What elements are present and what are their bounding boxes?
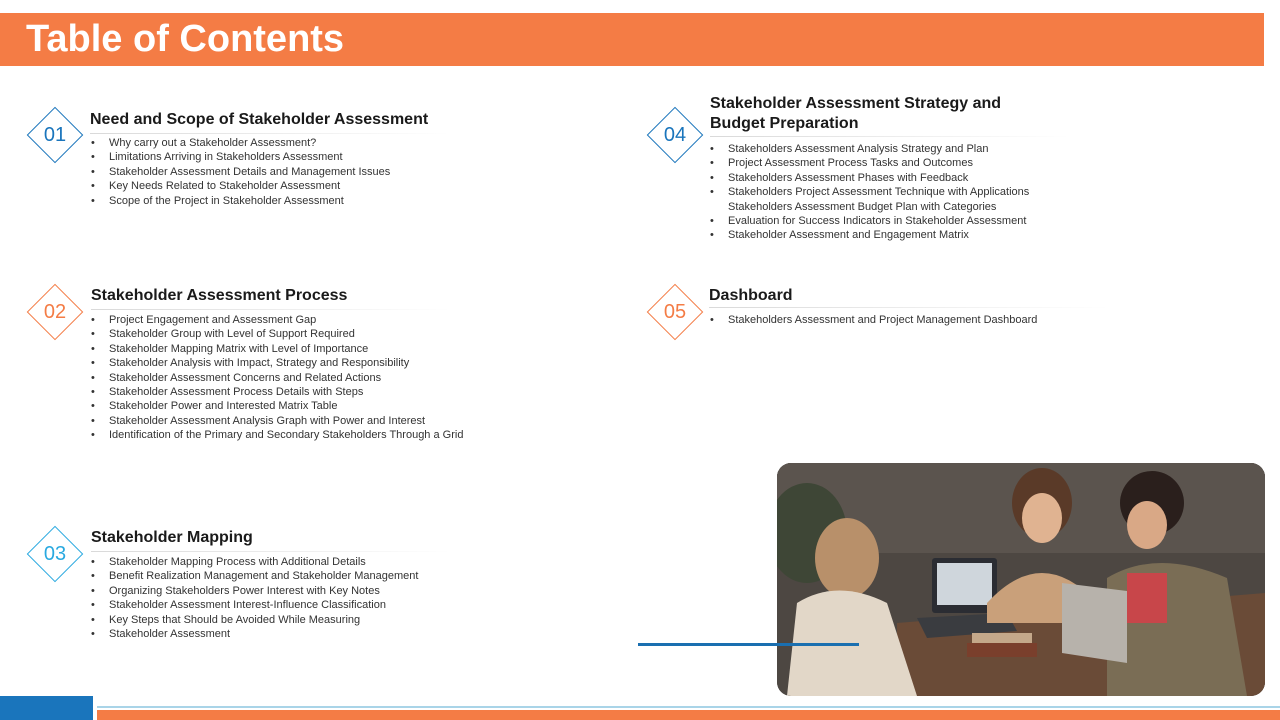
list-item — [91, 584, 418, 598]
section-04-badge — [644, 104, 706, 166]
bullet-icon: • — [91, 400, 95, 413]
bullet-icon: • — [91, 570, 95, 583]
list-item — [710, 185, 1029, 214]
bullet-icon: • — [91, 137, 95, 149]
item-text: Stakeholders Assessment Analysis Strategy and Plan — [728, 143, 989, 155]
bullet-icon: • — [91, 342, 95, 355]
list-item — [91, 342, 463, 356]
bullet-icon: • — [91, 386, 95, 399]
item-text: Stakeholder Assessment Concerns and Related Actions — [109, 371, 382, 384]
section-02-heading: Stakeholder Assessment Process — [91, 287, 348, 304]
bullet-icon: • — [91, 628, 95, 641]
divider — [709, 307, 1109, 308]
item-text: Organizing Stakeholders Power Interest with Key Notes — [109, 584, 380, 597]
list-item — [710, 214, 1029, 228]
list-item — [710, 171, 1029, 185]
list-item — [91, 194, 390, 208]
item-text: Stakeholder Mapping Matrix with Level of Importance — [109, 342, 369, 355]
bullet-icon: • — [91, 180, 95, 193]
bullet-icon: • — [710, 229, 714, 242]
list-item — [91, 150, 390, 164]
item-text: Stakeholder Assessment Analysis Graph with Power and Interest — [109, 414, 426, 427]
bullet-icon: • — [91, 151, 95, 164]
list-item — [710, 156, 1029, 170]
section-02-badge — [24, 281, 86, 343]
list-item — [91, 555, 418, 569]
heading-line: Stakeholder Assessment Strategy and — [710, 95, 1002, 112]
section-03-list — [91, 555, 418, 641]
section-05-badge — [644, 281, 706, 343]
divider — [710, 136, 1070, 137]
item-text: Evaluation for Success Indicators in Stakeholder Assessment — [728, 215, 1027, 228]
item-text: Key Steps that Should be Avoided While Measuring — [109, 613, 361, 626]
bullet-icon: • — [710, 186, 714, 199]
list-item — [91, 356, 463, 370]
item-text: Stakeholder Analysis with Impact, Strategy and Responsibility — [109, 357, 410, 370]
bullet-icon: • — [91, 613, 95, 626]
list-item — [710, 313, 1037, 327]
item-text: Stakeholder Assessment Interest-Influence Classification — [109, 599, 386, 612]
list-item — [91, 399, 463, 413]
bullet-icon: • — [91, 165, 95, 178]
section-03-badge — [24, 523, 86, 585]
section-number: 03 — [43, 543, 67, 565]
list-item — [91, 327, 463, 341]
list-item — [91, 179, 390, 193]
list-item — [91, 371, 463, 385]
team-photo — [777, 463, 1265, 696]
section-02-list — [91, 313, 463, 443]
section-04-heading — [710, 94, 1001, 134]
bullet-icon: • — [91, 328, 95, 341]
footer-thin-line — [97, 706, 1280, 708]
list-item — [91, 627, 418, 641]
bullet-icon: • — [91, 556, 95, 568]
item-text: Stakeholder Assessment and Engagement Matrix — [728, 229, 969, 242]
list-item — [710, 228, 1029, 242]
heading-line: Budget Preparation — [710, 115, 859, 132]
section-03-heading: Stakeholder Mapping — [91, 529, 253, 546]
bullet-icon: • — [710, 171, 714, 184]
list-item — [91, 165, 390, 179]
bullet-icon: • — [91, 599, 95, 612]
item-text: Stakeholders Project Assessment Technique with Applications — [728, 186, 1030, 199]
section-01-heading: Need and Scope of Stakeholder Assessment — [90, 111, 429, 128]
list-item — [91, 613, 418, 627]
item-text: Limitations Arriving in Stakeholders Assessment — [109, 151, 343, 164]
section-01-list — [91, 136, 390, 208]
list-item — [91, 414, 463, 428]
bullet-icon: • — [710, 215, 714, 228]
bullet-icon: • — [91, 371, 95, 384]
item-text: Identification of the Primary and Secondary Stakeholders Through a Grid — [109, 429, 464, 442]
page-title: Table of Contents — [26, 18, 345, 60]
divider — [91, 551, 451, 552]
list-item — [91, 428, 463, 442]
section-number: 02 — [43, 301, 67, 323]
item-text: Stakeholder Assessment Process Details with Steps — [109, 386, 364, 399]
bullet-icon: • — [91, 357, 95, 370]
divider — [90, 133, 450, 134]
list-item — [91, 569, 418, 583]
item-text: Stakeholder Mapping Process with Additional Details — [109, 556, 366, 568]
list-item — [91, 136, 390, 150]
list-item — [91, 598, 418, 612]
bullet-icon: • — [91, 194, 95, 207]
item-text: Project Engagement and Assessment Gap — [109, 314, 317, 326]
item-text: Why carry out a Stakeholder Assessment? — [109, 137, 317, 149]
section-number: 05 — [663, 301, 687, 323]
bullet-icon: • — [710, 314, 714, 326]
item-text: Stakeholder Group with Level of Support Required — [109, 328, 355, 341]
bullet-icon: • — [91, 314, 95, 326]
list-item — [91, 313, 463, 327]
list-item — [710, 142, 1029, 156]
section-number: 04 — [663, 124, 687, 146]
team-photo-illustration — [777, 463, 1265, 696]
item-text: Stakeholder Assessment Details and Management Issues — [109, 165, 391, 178]
item-text: Benefit Realization Management and Stakeholder Management — [109, 570, 419, 583]
section-04-list — [710, 142, 1029, 243]
bullet-icon: • — [91, 429, 95, 442]
item-text: Key Needs Related to Stakeholder Assessment — [109, 180, 341, 193]
item-text: Stakeholders Assessment Phases with Feedback — [728, 171, 969, 184]
item-text: Stakeholder Assessment — [109, 628, 231, 641]
footer-blue-block — [0, 696, 93, 720]
accent-line — [638, 643, 859, 646]
footer-orange-bar — [97, 710, 1280, 720]
bullet-icon: • — [91, 414, 95, 427]
bullet-icon: • — [710, 143, 714, 155]
item-text: Project Assessment Process Tasks and Outcomes — [728, 157, 973, 170]
item-text: Scope of the Project in Stakeholder Assessment — [109, 194, 344, 207]
item-text: Stakeholders Assessment and Project Management Dashboard — [728, 314, 1038, 326]
item-text-continuation: Stakeholders Assessment Budget Plan with Categories — [728, 200, 997, 213]
bullet-icon: • — [91, 584, 95, 597]
section-number: 01 — [43, 124, 67, 146]
list-item — [91, 385, 463, 399]
section-01-badge — [24, 104, 86, 166]
bullet-icon: • — [710, 157, 714, 170]
divider — [91, 309, 451, 310]
section-05-heading: Dashboard — [709, 287, 793, 304]
section-05-list — [710, 313, 1037, 327]
item-text: Stakeholder Power and Interested Matrix Table — [109, 400, 338, 413]
